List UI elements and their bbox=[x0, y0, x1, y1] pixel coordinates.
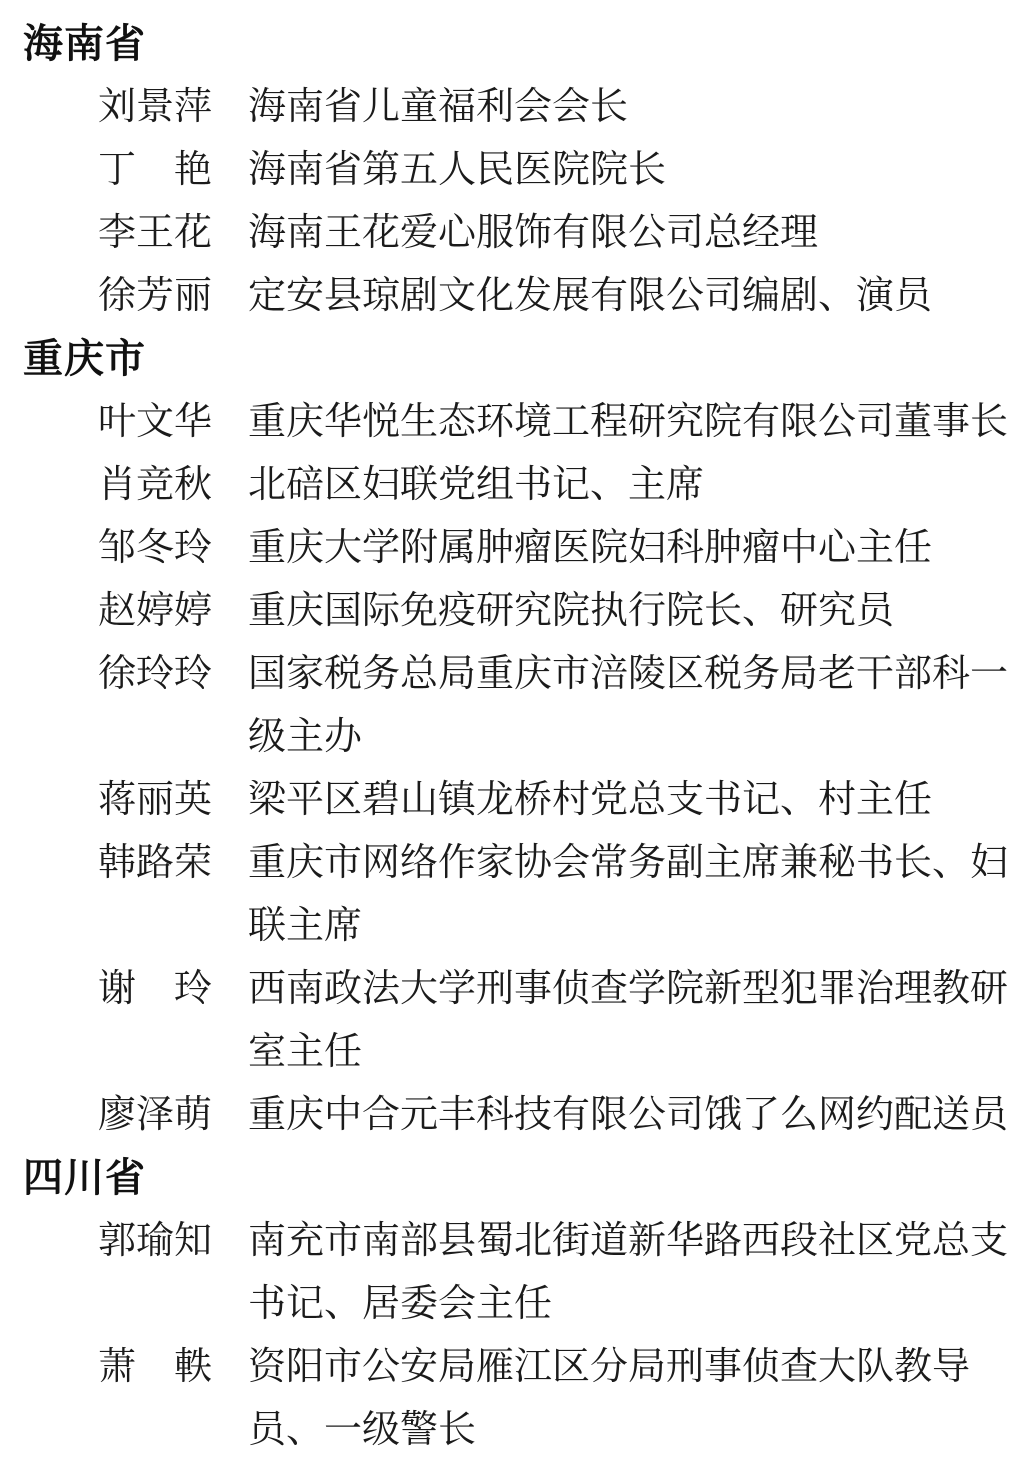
list-item bbox=[98, 76, 1014, 139]
province-entry-list bbox=[0, 1210, 1025, 1462]
person-name: 李王花 bbox=[98, 212, 213, 254]
person-name: 蒋丽英 bbox=[98, 779, 213, 821]
person-position: 北碚区妇联党组书记、主席 bbox=[248, 464, 705, 506]
person-position: 南充市南部县蜀北街道新华路西段社区党总支书记、居委会主任 bbox=[248, 1220, 1009, 1325]
list-item bbox=[98, 517, 1014, 580]
person-position: 重庆大学附属肿瘤医院妇科肿瘤中心主任 bbox=[248, 527, 933, 569]
person-name: 谢 玲 bbox=[98, 968, 213, 1010]
person-name: 郭瑜知 bbox=[98, 1220, 213, 1262]
list-item bbox=[98, 958, 1014, 1084]
province-section bbox=[0, 328, 1025, 1147]
person-name: 肖竞秋 bbox=[98, 464, 213, 506]
person-position: 资阳市公安局雁江区分局刑事侦查大队教导员、一级警长 bbox=[248, 1346, 971, 1451]
province-header: 四川省 bbox=[23, 1156, 146, 1200]
person-position: 海南省第五人民医院院长 bbox=[248, 149, 667, 191]
province-entry-list bbox=[0, 76, 1025, 328]
person-position: 海南省儿童福利会会长 bbox=[248, 86, 629, 128]
list-item bbox=[98, 391, 1014, 454]
person-position: 重庆华悦生态环境工程研究院有限公司董事长 bbox=[248, 401, 1009, 443]
person-name: 丁 艳 bbox=[98, 149, 213, 191]
person-name: 萧 軼 bbox=[98, 1346, 213, 1388]
person-name: 廖泽萌 bbox=[98, 1094, 213, 1136]
person-name: 叶文华 bbox=[98, 401, 213, 443]
province-section bbox=[0, 1147, 1025, 1462]
person-position: 重庆中合元丰科技有限公司饿了么网约配送员 bbox=[248, 1094, 1009, 1136]
person-name: 徐芳丽 bbox=[98, 275, 213, 317]
person-name: 徐玲玲 bbox=[98, 653, 213, 695]
person-position: 重庆市网络作家协会常务副主席兼秘书长、妇联主席 bbox=[248, 842, 1009, 947]
person-name: 赵婷婷 bbox=[98, 590, 213, 632]
province-header: 重庆市 bbox=[23, 337, 146, 381]
province-header: 海南省 bbox=[23, 22, 146, 66]
list-item bbox=[98, 139, 1014, 202]
person-position: 西南政法大学刑事侦查学院新型犯罪治理教研室主任 bbox=[248, 968, 1009, 1073]
person-name: 刘景萍 bbox=[98, 86, 213, 128]
person-position: 海南王花爱心服饰有限公司总经理 bbox=[248, 212, 819, 254]
person-position: 重庆国际免疫研究院执行院长、研究员 bbox=[248, 590, 895, 632]
province-section bbox=[0, 13, 1025, 328]
person-name: 韩路荣 bbox=[98, 842, 213, 884]
province-entry-list bbox=[0, 391, 1025, 1147]
list-item bbox=[98, 1336, 1014, 1462]
person-position: 定安县琼剧文化发展有限公司编剧、演员 bbox=[248, 275, 933, 317]
person-name: 邹冬玲 bbox=[98, 527, 213, 569]
person-position: 梁平区碧山镇龙桥村党总支书记、村主任 bbox=[248, 779, 933, 821]
list-item bbox=[98, 454, 1014, 517]
list-item bbox=[98, 265, 1014, 328]
list-item bbox=[98, 580, 1014, 643]
list-item bbox=[98, 1210, 1014, 1336]
person-position: 国家税务总局重庆市涪陵区税务局老干部科一级主办 bbox=[248, 653, 1009, 758]
list-item bbox=[98, 832, 1014, 958]
list-item bbox=[98, 643, 1014, 769]
list-item bbox=[98, 769, 1014, 832]
list-item bbox=[98, 202, 1014, 265]
list-item bbox=[98, 1084, 1014, 1147]
